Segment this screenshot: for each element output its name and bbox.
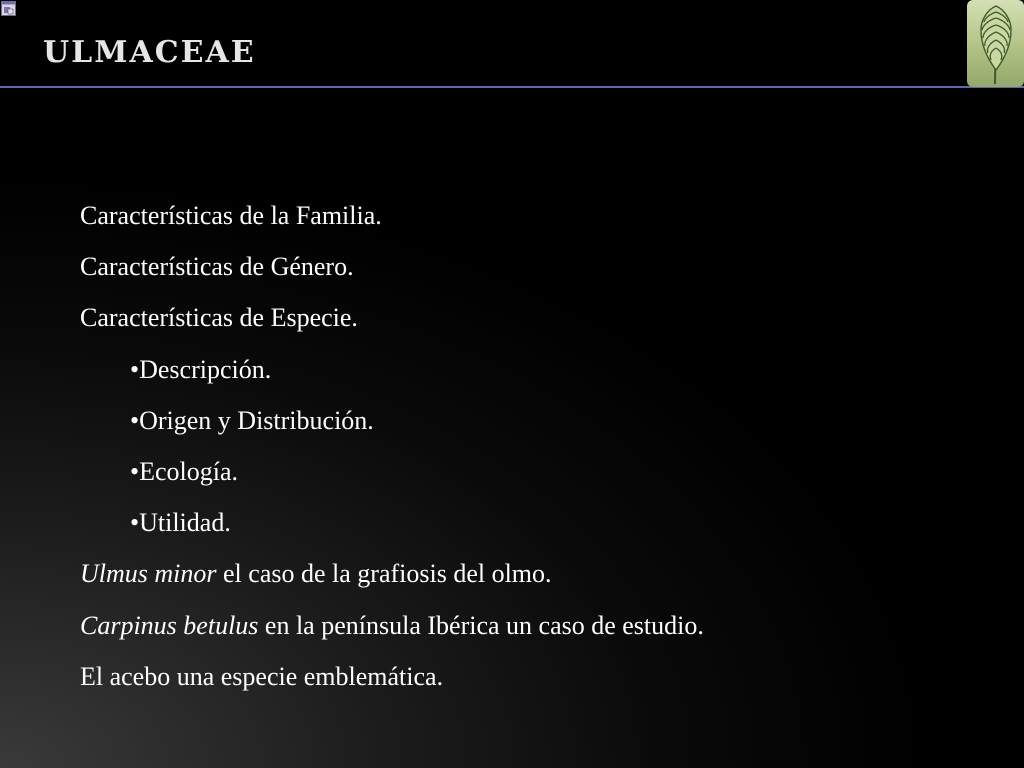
outline-list [80,190,1000,702]
outline-item-genero [80,241,1000,292]
outline-subitem-text: •Origen y Distribución. [130,405,374,435]
outline-subitem-text: •Utilidad. [130,508,231,538]
outline-subitem-text: •Ecología. [130,456,239,486]
outline-item-text: El acebo una especie emblemática. [80,661,444,691]
outline-item-text: el caso de la grafiosis del olmo. [216,559,552,589]
outline-item-acebo [80,651,1000,702]
fern-frond-logo [967,0,1024,87]
outline-item-text: Características de Género. [80,252,354,282]
outline-subitem-descripcion [80,344,1000,395]
outline-subitem-text: •Descripción. [130,354,272,384]
outline-item-especie [80,292,1000,343]
outline-item-familia [80,190,1000,241]
outline-item-text: en la península Ibérica un caso de estudio. [258,610,704,640]
outline-item-text: Características de Especie. [80,303,358,333]
outline-item-text: Características de la Familia. [80,201,382,230]
title-divider [0,86,1024,88]
outline-subitem-utilidad [80,497,1000,548]
outline-subitem-origen [80,395,1000,446]
species-name: Ulmus minor [80,559,217,589]
outline-item-ulmus [80,548,1000,599]
app-window-icon[interactable] [1,1,16,16]
slide-title: ULMACEAE [43,35,256,70]
outline-item-carpinus [80,600,1000,651]
outline-subitem-ecologia [80,446,1000,497]
species-name: Carpinus betulus [80,610,259,640]
